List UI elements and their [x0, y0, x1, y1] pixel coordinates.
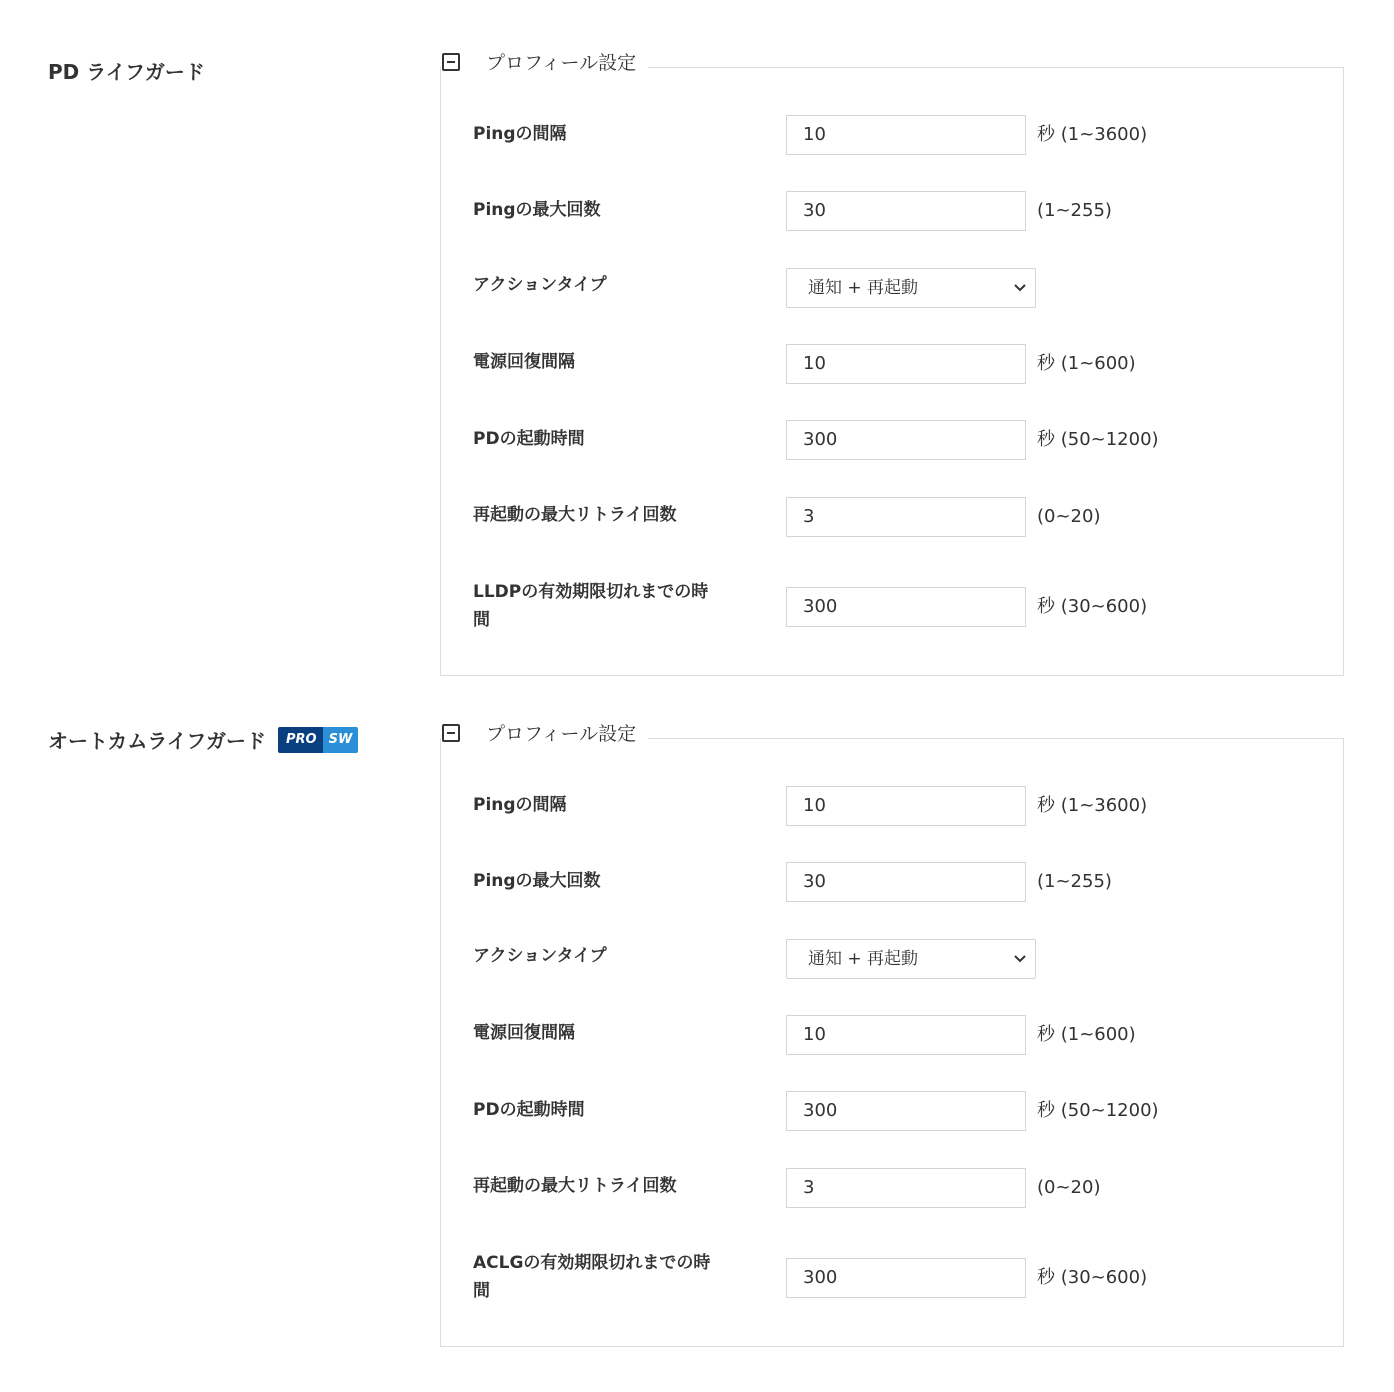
range-hint: 秒 (30~600): [1037, 596, 1148, 617]
range-hint: (1~255): [1037, 200, 1112, 221]
reboot-max-retry-input[interactable]: 3: [786, 1168, 1026, 1208]
row-label: [473, 578, 733, 634]
range-hint: (1~255): [1037, 871, 1112, 892]
section-title: [48, 56, 205, 85]
row-label: Pingの間隔: [473, 795, 567, 815]
range-hint: (0~20): [1037, 506, 1101, 527]
row-label: PDの起動時間: [473, 1100, 585, 1120]
ping-interval-input[interactable]: 10: [786, 786, 1026, 826]
row-label: 再起動の最大リトライ回数: [473, 1176, 677, 1196]
ping-max-count-input[interactable]: 30: [786, 191, 1026, 231]
range-hint: 秒 (30~600): [1037, 1267, 1148, 1288]
row-label-line: 間: [473, 1281, 490, 1301]
row-label: アクションタイプ: [473, 946, 607, 966]
badge-sw: SW: [323, 727, 359, 753]
row-label: Pingの最大回数: [473, 200, 601, 220]
row-label-line: ACLGの有効期限切れまでの時: [473, 1253, 711, 1273]
power-recovery-interval-input[interactable]: 10: [786, 344, 1026, 384]
reboot-max-retry-input[interactable]: 3: [786, 497, 1026, 537]
range-hint: 秒 (1~3600): [1037, 795, 1148, 816]
aclg-expiry-time-input[interactable]: 300: [786, 1258, 1026, 1298]
row-label: [473, 1249, 733, 1305]
legend-label: プロフィール設定: [486, 52, 637, 74]
lldp-expiry-time-input[interactable]: 300: [786, 587, 1026, 627]
range-hint: 秒 (1~3600): [1037, 124, 1148, 145]
collapse-icon[interactable]: [442, 53, 460, 71]
action-type-select[interactable]: [786, 268, 1036, 308]
row-label-line: LLDPの有効期限切れまでの時: [473, 582, 709, 602]
select-value: 通知 + 再起動: [808, 949, 919, 969]
profile-settings-fieldset: [440, 52, 1344, 676]
row-label-line: 間: [473, 610, 490, 630]
row-label: PDの起動時間: [473, 429, 585, 449]
badge-pro: PRO: [278, 727, 323, 753]
collapse-icon[interactable]: [442, 724, 460, 742]
profile-settings-fieldset: [440, 723, 1344, 1347]
row-label: Pingの間隔: [473, 124, 567, 144]
section-title-text: PD ライフガード: [48, 60, 205, 84]
row-label: 電源回復間隔: [473, 352, 575, 372]
section-title: [48, 725, 358, 754]
row-label: アクションタイプ: [473, 275, 607, 295]
range-hint: 秒 (50~1200): [1037, 429, 1159, 450]
range-hint: (0~20): [1037, 1177, 1101, 1198]
ping-max-count-input[interactable]: 30: [786, 862, 1026, 902]
pro-sw-badge: [278, 727, 358, 753]
section-title-text: オートカムライフガード: [48, 729, 266, 753]
fieldset-legend: [441, 719, 648, 746]
pd-boot-time-input[interactable]: 300: [786, 1091, 1026, 1131]
row-label: 再起動の最大リトライ回数: [473, 505, 677, 525]
pd-boot-time-input[interactable]: 300: [786, 420, 1026, 460]
select-value: 通知 + 再起動: [808, 278, 919, 298]
range-hint: 秒 (1~600): [1037, 353, 1136, 374]
fieldset-legend: [441, 48, 648, 75]
action-type-select[interactable]: [786, 939, 1036, 979]
power-recovery-interval-input[interactable]: 10: [786, 1015, 1026, 1055]
chevron-down-icon: [1013, 280, 1027, 294]
range-hint: 秒 (1~600): [1037, 1024, 1136, 1045]
legend-label: プロフィール設定: [486, 723, 637, 745]
range-hint: 秒 (50~1200): [1037, 1100, 1159, 1121]
row-label: 電源回復間隔: [473, 1023, 575, 1043]
row-label: Pingの最大回数: [473, 871, 601, 891]
chevron-down-icon: [1013, 951, 1027, 965]
ping-interval-input[interactable]: 10: [786, 115, 1026, 155]
